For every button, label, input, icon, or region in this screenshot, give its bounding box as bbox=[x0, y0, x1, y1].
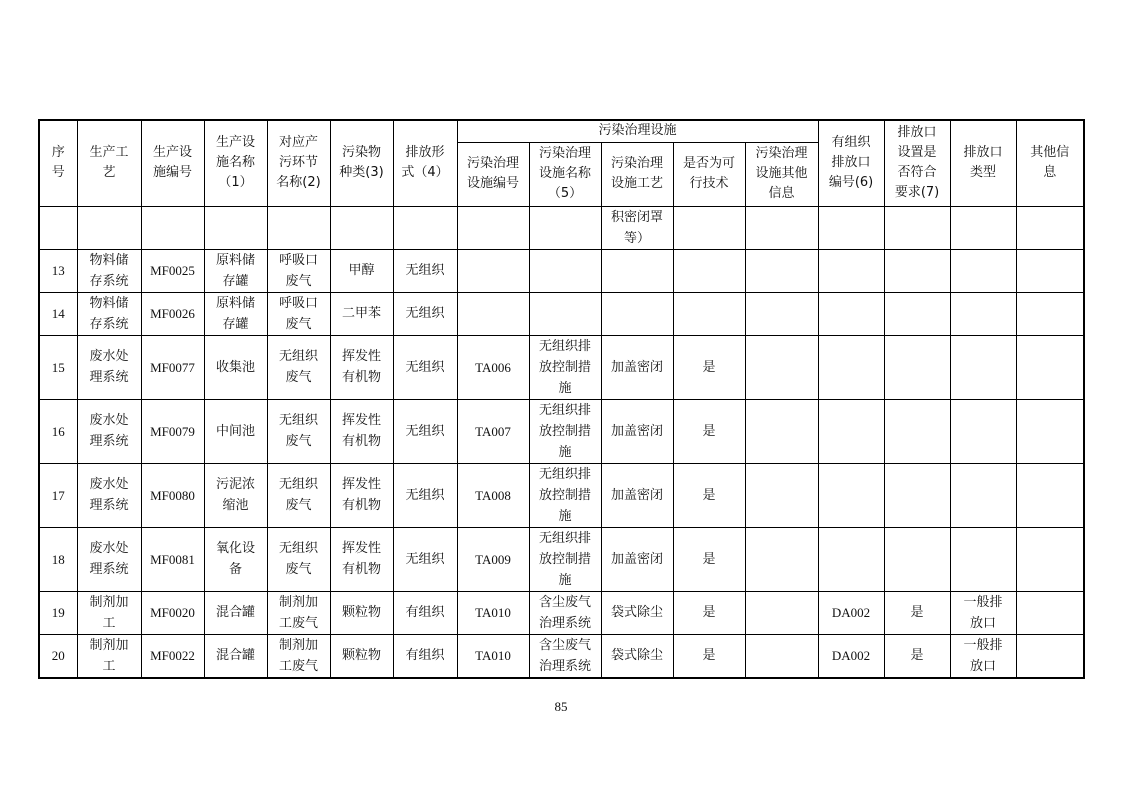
cell-facility-code: MF0025 bbox=[141, 249, 204, 292]
cell-facility-name: 混合罐 bbox=[204, 634, 267, 678]
cell-feasible: 是 bbox=[673, 335, 745, 399]
cell-other-info bbox=[1016, 249, 1084, 292]
cell-facility-name: 污泥浓 缩池 bbox=[204, 463, 267, 527]
cell-treatment-name: 无组织排 放控制措 施 bbox=[529, 399, 601, 463]
cell-link-name: 呼吸口 废气 bbox=[267, 249, 330, 292]
cell-treatment-name bbox=[529, 292, 601, 335]
cell-outlet-type bbox=[950, 527, 1016, 591]
cell-treatment-name: 含尘废气 治理系统 bbox=[529, 634, 601, 678]
cell-seq: 18 bbox=[39, 527, 77, 591]
header-treatment-other: 污染治理 设施其他 信息 bbox=[745, 142, 818, 206]
cell-treatment-other bbox=[745, 591, 818, 634]
cell-link-name: 无组织 废气 bbox=[267, 335, 330, 399]
table-row-continuation bbox=[39, 206, 1084, 249]
cell-treatment-other bbox=[745, 335, 818, 399]
cell-treatment-name: 无组织排 放控制措 施 bbox=[529, 463, 601, 527]
cell-outlet-compliant bbox=[884, 249, 950, 292]
table-row bbox=[39, 292, 1084, 335]
cell-pollutant: 挥发性 有机物 bbox=[330, 399, 393, 463]
header-outlet-type: 排放口 类型 bbox=[950, 120, 1016, 206]
table-row bbox=[39, 399, 1084, 463]
cell-outlet-type bbox=[950, 292, 1016, 335]
cell-outlet-code bbox=[818, 399, 884, 463]
cell-feasible: 是 bbox=[673, 527, 745, 591]
table-row bbox=[39, 463, 1084, 527]
cell-other-info bbox=[1016, 292, 1084, 335]
cell-outlet-type bbox=[950, 335, 1016, 399]
continuation-cell: 积密闭罩 等） bbox=[601, 206, 673, 249]
header-pollutant: 污染物 种类(3) bbox=[330, 120, 393, 206]
cell-link-name: 无组织 废气 bbox=[267, 399, 330, 463]
cell-outlet-code bbox=[818, 463, 884, 527]
cell-process: 制剂加 工 bbox=[77, 634, 141, 678]
header-link-name: 对应产 污环节 名称(2) bbox=[267, 120, 330, 206]
cell-feasible bbox=[673, 292, 745, 335]
header-feasible: 是否为可 行技术 bbox=[673, 142, 745, 206]
table-row bbox=[39, 527, 1084, 591]
cell-emission-form: 无组织 bbox=[393, 335, 457, 399]
cell-outlet-type: 一般排 放口 bbox=[950, 591, 1016, 634]
table-body bbox=[39, 206, 1084, 678]
cell-process: 物料储 存系统 bbox=[77, 249, 141, 292]
cell-pollutant: 挥发性 有机物 bbox=[330, 463, 393, 527]
cell-facility-name: 中间池 bbox=[204, 399, 267, 463]
cell-facility-code: MF0020 bbox=[141, 591, 204, 634]
cell-pollutant: 二甲苯 bbox=[330, 292, 393, 335]
cell-link-name: 呼吸口 废气 bbox=[267, 292, 330, 335]
cell-treatment-code: TA010 bbox=[457, 634, 529, 678]
cell-feasible: 是 bbox=[673, 399, 745, 463]
header-treatment-code: 污染治理 设施编号 bbox=[457, 142, 529, 206]
header-treatment-name: 污染治理 设施名称 （5） bbox=[529, 142, 601, 206]
cell-outlet-compliant: 是 bbox=[884, 634, 950, 678]
cell-other-info bbox=[1016, 634, 1084, 678]
cell-emission-form: 无组织 bbox=[393, 249, 457, 292]
cell-facility-name: 原料储 存罐 bbox=[204, 292, 267, 335]
cell-link-name: 制剂加 工废气 bbox=[267, 634, 330, 678]
cell-link-name: 制剂加 工废气 bbox=[267, 591, 330, 634]
cell-outlet-compliant bbox=[884, 335, 950, 399]
cell-pollutant: 颗粒物 bbox=[330, 591, 393, 634]
header-outlet-code: 有组织 排放口 编号(6) bbox=[818, 120, 884, 206]
cell-link-name: 无组织 废气 bbox=[267, 463, 330, 527]
cell-process: 废水处 理系统 bbox=[77, 527, 141, 591]
cell-treatment-other bbox=[745, 527, 818, 591]
header-seq: 序 号 bbox=[39, 120, 77, 206]
cell-treatment-code bbox=[457, 292, 529, 335]
cell-treatment-process: 加盖密闭 bbox=[601, 335, 673, 399]
cell-seq: 14 bbox=[39, 292, 77, 335]
cell-other-info bbox=[1016, 591, 1084, 634]
cell-treatment-process: 加盖密闭 bbox=[601, 527, 673, 591]
cell-facility-name: 原料储 存罐 bbox=[204, 249, 267, 292]
cell-treatment-code: TA010 bbox=[457, 591, 529, 634]
cell-treatment-code: TA008 bbox=[457, 463, 529, 527]
cell-treatment-name: 含尘废气 治理系统 bbox=[529, 591, 601, 634]
cell-outlet-compliant bbox=[884, 399, 950, 463]
cell-process: 废水处 理系统 bbox=[77, 335, 141, 399]
cell-outlet-compliant: 是 bbox=[884, 591, 950, 634]
cell-process: 物料储 存系统 bbox=[77, 292, 141, 335]
header-outlet-compliant: 排放口 设置是 否符合 要求(7) bbox=[884, 120, 950, 206]
cell-other-info bbox=[1016, 399, 1084, 463]
cell-emission-form: 无组织 bbox=[393, 527, 457, 591]
cell-outlet-code bbox=[818, 335, 884, 399]
cell-emission-form: 有组织 bbox=[393, 591, 457, 634]
cell-pollutant: 甲醇 bbox=[330, 249, 393, 292]
cell-other-info bbox=[1016, 463, 1084, 527]
emission-facility-table bbox=[38, 119, 1085, 679]
cell-treatment-other bbox=[745, 463, 818, 527]
cell-treatment-name: 无组织排 放控制措 施 bbox=[529, 527, 601, 591]
cell-treatment-process: 袋式除尘 bbox=[601, 591, 673, 634]
cell-other-info bbox=[1016, 527, 1084, 591]
cell-treatment-name bbox=[529, 249, 601, 292]
cell-link-name: 无组织 废气 bbox=[267, 527, 330, 591]
cell-process: 制剂加 工 bbox=[77, 591, 141, 634]
cell-treatment-code: TA007 bbox=[457, 399, 529, 463]
page-number: 85 bbox=[554, 699, 568, 714]
table-row bbox=[39, 335, 1084, 399]
table-row bbox=[39, 249, 1084, 292]
cell-pollutant: 挥发性 有机物 bbox=[330, 527, 393, 591]
cell-treatment-name: 无组织排 放控制措 施 bbox=[529, 335, 601, 399]
cell-pollutant: 颗粒物 bbox=[330, 634, 393, 678]
cell-outlet-code: DA002 bbox=[818, 634, 884, 678]
cell-treatment-process bbox=[601, 249, 673, 292]
cell-pollutant: 挥发性 有机物 bbox=[330, 335, 393, 399]
cell-facility-name: 氧化设 备 bbox=[204, 527, 267, 591]
cell-outlet-compliant bbox=[884, 463, 950, 527]
cell-treatment-other bbox=[745, 249, 818, 292]
cell-seq: 20 bbox=[39, 634, 77, 678]
header-treatment-process: 污染治理 设施工艺 bbox=[601, 142, 673, 206]
cell-outlet-code bbox=[818, 249, 884, 292]
cell-facility-code: MF0026 bbox=[141, 292, 204, 335]
cell-feasible: 是 bbox=[673, 591, 745, 634]
cell-outlet-code: DA002 bbox=[818, 591, 884, 634]
cell-treatment-other bbox=[745, 634, 818, 678]
header-other-info: 其他信 息 bbox=[1016, 120, 1084, 206]
cell-treatment-process: 加盖密闭 bbox=[601, 399, 673, 463]
cell-feasible: 是 bbox=[673, 634, 745, 678]
cell-emission-form: 无组织 bbox=[393, 292, 457, 335]
header-treatment-group: 污染治理设施 bbox=[457, 120, 818, 142]
cell-process: 废水处 理系统 bbox=[77, 463, 141, 527]
cell-facility-code: MF0080 bbox=[141, 463, 204, 527]
cell-facility-code: MF0079 bbox=[141, 399, 204, 463]
cell-outlet-type: 一般排 放口 bbox=[950, 634, 1016, 678]
cell-facility-code: MF0022 bbox=[141, 634, 204, 678]
cell-emission-form: 有组织 bbox=[393, 634, 457, 678]
cell-seq: 17 bbox=[39, 463, 77, 527]
cell-treatment-code: TA009 bbox=[457, 527, 529, 591]
cell-treatment-code bbox=[457, 249, 529, 292]
table-header bbox=[39, 120, 1084, 206]
table-row bbox=[39, 634, 1084, 678]
cell-facility-code: MF0081 bbox=[141, 527, 204, 591]
cell-other-info bbox=[1016, 335, 1084, 399]
cell-treatment-other bbox=[745, 292, 818, 335]
cell-outlet-type bbox=[950, 399, 1016, 463]
cell-treatment-other bbox=[745, 399, 818, 463]
cell-seq: 13 bbox=[39, 249, 77, 292]
cell-emission-form: 无组织 bbox=[393, 463, 457, 527]
cell-facility-code: MF0077 bbox=[141, 335, 204, 399]
table-row bbox=[39, 591, 1084, 634]
cell-process: 废水处 理系统 bbox=[77, 399, 141, 463]
cell-outlet-code bbox=[818, 527, 884, 591]
header-emission-form: 排放形 式（4） bbox=[393, 120, 457, 206]
cell-treatment-process: 袋式除尘 bbox=[601, 634, 673, 678]
cell-seq: 19 bbox=[39, 591, 77, 634]
cell-feasible: 是 bbox=[673, 463, 745, 527]
cell-treatment-process bbox=[601, 292, 673, 335]
cell-outlet-type bbox=[950, 463, 1016, 527]
cell-facility-name: 混合罐 bbox=[204, 591, 267, 634]
cell-seq: 15 bbox=[39, 335, 77, 399]
header-facility-name: 生产设 施名称 （1） bbox=[204, 120, 267, 206]
cell-treatment-code: TA006 bbox=[457, 335, 529, 399]
cell-emission-form: 无组织 bbox=[393, 399, 457, 463]
cell-outlet-compliant bbox=[884, 292, 950, 335]
cell-outlet-code bbox=[818, 292, 884, 335]
cell-feasible bbox=[673, 249, 745, 292]
header-facility-code: 生产设 施编号 bbox=[141, 120, 204, 206]
header-process: 生产工 艺 bbox=[77, 120, 141, 206]
cell-outlet-type bbox=[950, 249, 1016, 292]
cell-treatment-process: 加盖密闭 bbox=[601, 463, 673, 527]
cell-facility-name: 收集池 bbox=[204, 335, 267, 399]
cell-outlet-compliant bbox=[884, 527, 950, 591]
cell-seq: 16 bbox=[39, 399, 77, 463]
